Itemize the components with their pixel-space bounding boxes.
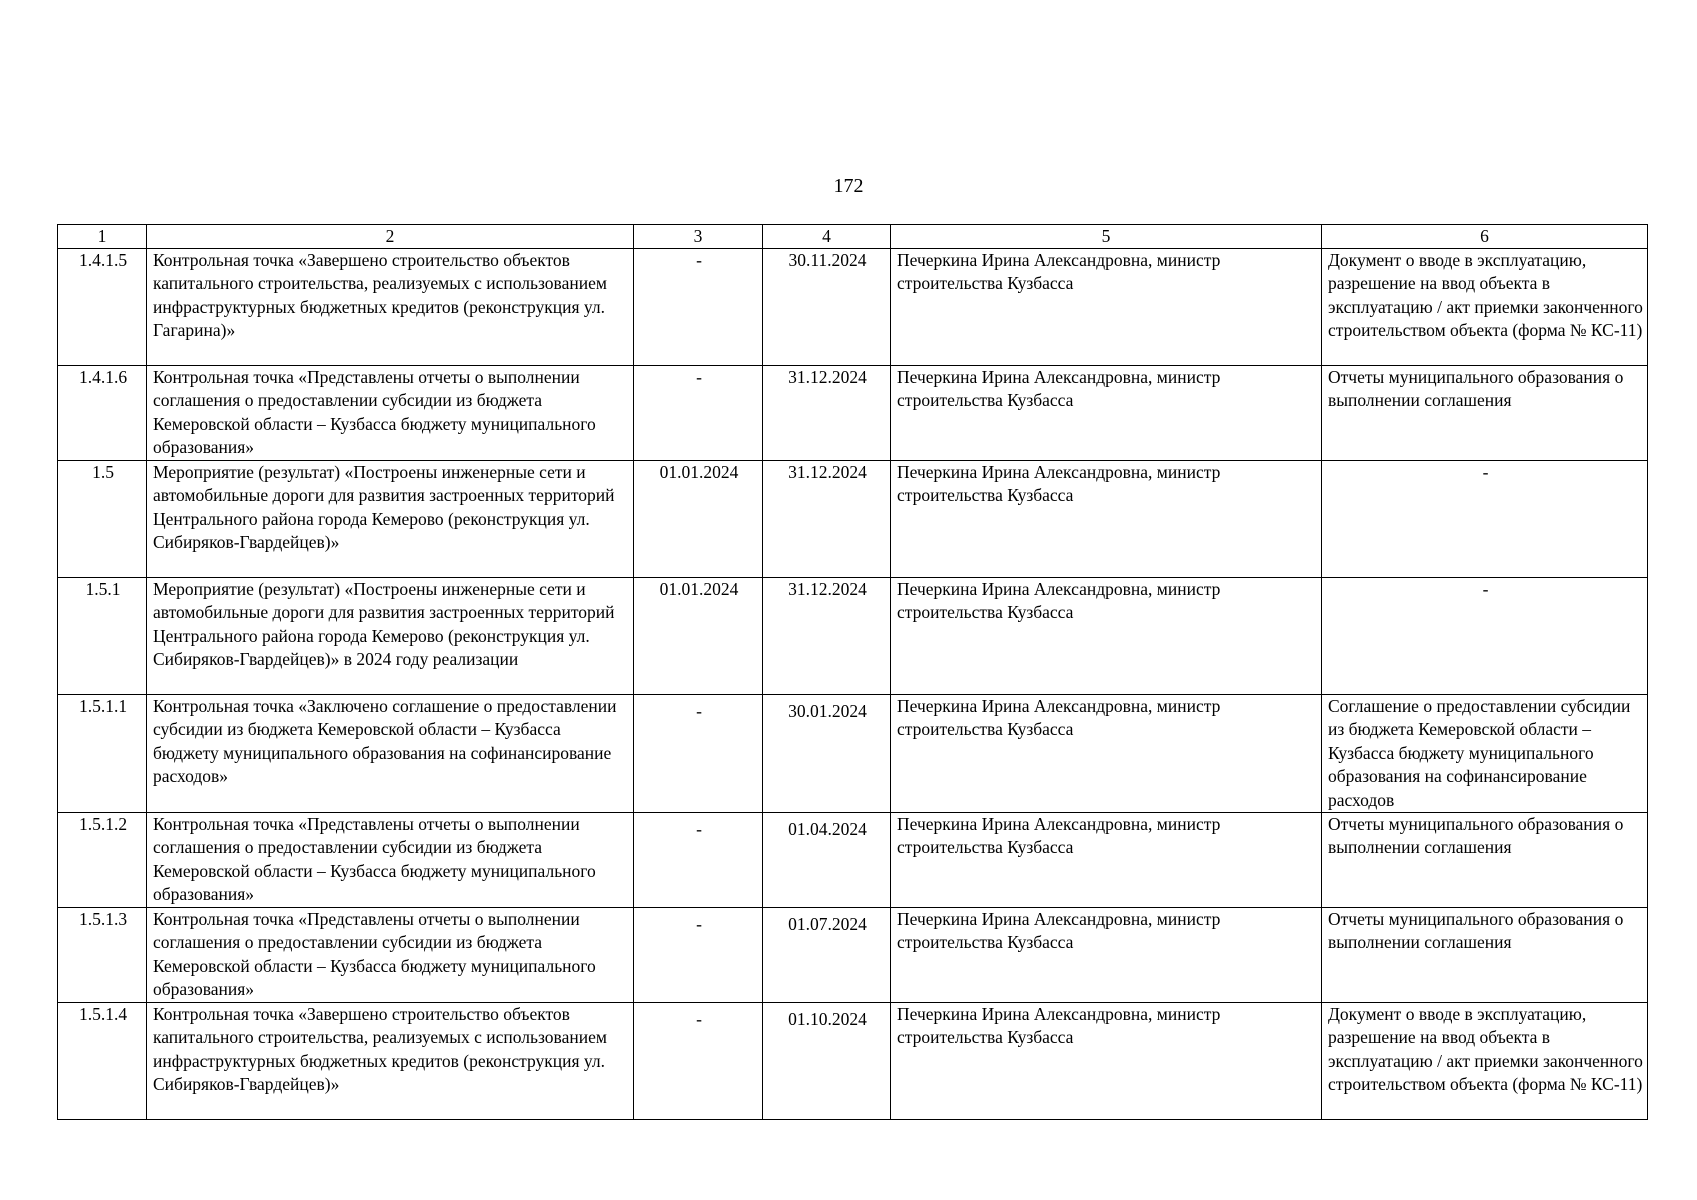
row-end-date: 30.11.2024 <box>763 249 891 366</box>
table-row <box>58 1003 1648 1120</box>
row-end-date: 01.04.2024 <box>763 813 891 908</box>
row-start-date: - <box>634 249 763 366</box>
column-header: 4 <box>763 225 891 249</box>
row-start-date: - <box>634 813 763 908</box>
table-row <box>58 813 1648 908</box>
row-document: Отчеты муниципального образования о выполнении соглашения <box>1322 813 1648 908</box>
row-responsible: Печеркина Ирина Александровна, министр строительства Кузбасса <box>891 1003 1322 1120</box>
row-document: - <box>1322 578 1648 695</box>
column-header: 2 <box>147 225 634 249</box>
column-header: 3 <box>634 225 763 249</box>
row-end-date: 01.10.2024 <box>763 1003 891 1120</box>
row-document: Отчеты муниципального образования о выполнении соглашения <box>1322 366 1648 461</box>
row-document: Документ о вводе в эксплуатацию, разрешение на ввод объекта в эксплуатацию / акт приемки законченного строительством объекта (форма № КС-11) <box>1322 249 1648 366</box>
column-header: 1 <box>58 225 147 249</box>
table-row <box>58 908 1648 1003</box>
row-responsible: Печеркина Ирина Александровна, министр строительства Кузбасса <box>891 578 1322 695</box>
row-name: Мероприятие (результат) «Построены инженерные сети и автомобильные дороги для развития застроенных территорий Центрального района города Кемерово (реконструкция ул. Сибиряков-Гвардейцев)» в 2024 году реализации <box>147 578 634 695</box>
table-row <box>58 366 1648 461</box>
row-name: Мероприятие (результат) «Построены инженерные сети и автомобильные дороги для развития застроенных территорий Центрального района города Кемерово (реконструкция ул. Сибиряков-Гвардейцев)» <box>147 461 634 578</box>
page-number: 172 <box>833 175 864 197</box>
row-document: Отчеты муниципального образования о выполнении соглашения <box>1322 908 1648 1003</box>
table-row <box>58 695 1648 813</box>
row-document: - <box>1322 461 1648 578</box>
row-name: Контрольная точка «Заключено соглашение о предоставлении субсидии из бюджета Кемеровской области – Кузбасса бюджету муниципального образования на софинансирование расходов» <box>147 695 634 813</box>
row-name: Контрольная точка «Представлены отчеты о выполнении соглашения о предоставлении субсидии из бюджета Кемеровской области – Кузбасса бюджету муниципального образования» <box>147 366 634 461</box>
row-responsible: Печеркина Ирина Александровна, министр строительства Кузбасса <box>891 249 1322 366</box>
row-end-date: 31.12.2024 <box>763 366 891 461</box>
row-document: Соглашение о предоставлении субсидии из бюджета Кемеровской области – Кузбасса бюджету муниципального образования на софинансирование расходов <box>1322 695 1648 813</box>
table-header-row <box>58 225 1648 249</box>
row-name: Контрольная точка «Завершено строительство объектов капитального строительства, реализуемых с использованием инфраструктурных бюджетных кредитов (реконструкция ул. Сибиряков-Гвардейцев)» <box>147 1003 634 1120</box>
row-start-date: - <box>634 695 763 813</box>
table-row <box>58 578 1648 695</box>
row-number: 1.5.1.1 <box>58 695 147 813</box>
row-start-date: - <box>634 908 763 1003</box>
row-number: 1.4.1.5 <box>58 249 147 366</box>
table-row <box>58 461 1648 578</box>
row-number: 1.5.1 <box>58 578 147 695</box>
row-responsible: Печеркина Ирина Александровна, министр строительства Кузбасса <box>891 695 1322 813</box>
row-end-date: 31.12.2024 <box>763 578 891 695</box>
row-start-date: - <box>634 366 763 461</box>
table-row <box>58 249 1648 366</box>
row-number: 1.5.1.3 <box>58 908 147 1003</box>
row-responsible: Печеркина Ирина Александровна, министр строительства Кузбасса <box>891 366 1322 461</box>
row-start-date: - <box>634 1003 763 1120</box>
row-number: 1.4.1.6 <box>58 366 147 461</box>
column-header: 5 <box>891 225 1322 249</box>
row-responsible: Печеркина Ирина Александровна, министр строительства Кузбасса <box>891 461 1322 578</box>
plan-table <box>57 224 1648 1120</box>
row-number: 1.5.1.4 <box>58 1003 147 1120</box>
row-name: Контрольная точка «Представлены отчеты о выполнении соглашения о предоставлении субсидии из бюджета Кемеровской области – Кузбасса бюджету муниципального образования» <box>147 908 634 1003</box>
row-name: Контрольная точка «Представлены отчеты о выполнении соглашения о предоставлении субсидии из бюджета Кемеровской области – Кузбасса бюджету муниципального образования» <box>147 813 634 908</box>
row-number: 1.5.1.2 <box>58 813 147 908</box>
row-end-date: 31.12.2024 <box>763 461 891 578</box>
column-header: 6 <box>1322 225 1648 249</box>
row-start-date: 01.01.2024 <box>634 461 763 578</box>
row-responsible: Печеркина Ирина Александровна, министр строительства Кузбасса <box>891 813 1322 908</box>
row-start-date: 01.01.2024 <box>634 578 763 695</box>
row-document: Документ о вводе в эксплуатацию, разрешение на ввод объекта в эксплуатацию / акт приемки законченного строительством объекта (форма № КС-11) <box>1322 1003 1648 1120</box>
row-responsible: Печеркина Ирина Александровна, министр строительства Кузбасса <box>891 908 1322 1003</box>
row-name: Контрольная точка «Завершено строительство объектов капитального строительства, реализуемых с использованием инфраструктурных бюджетных кредитов (реконструкция ул. Гагарина)» <box>147 249 634 366</box>
row-number: 1.5 <box>58 461 147 578</box>
row-end-date: 01.07.2024 <box>763 908 891 1003</box>
row-end-date: 30.01.2024 <box>763 695 891 813</box>
